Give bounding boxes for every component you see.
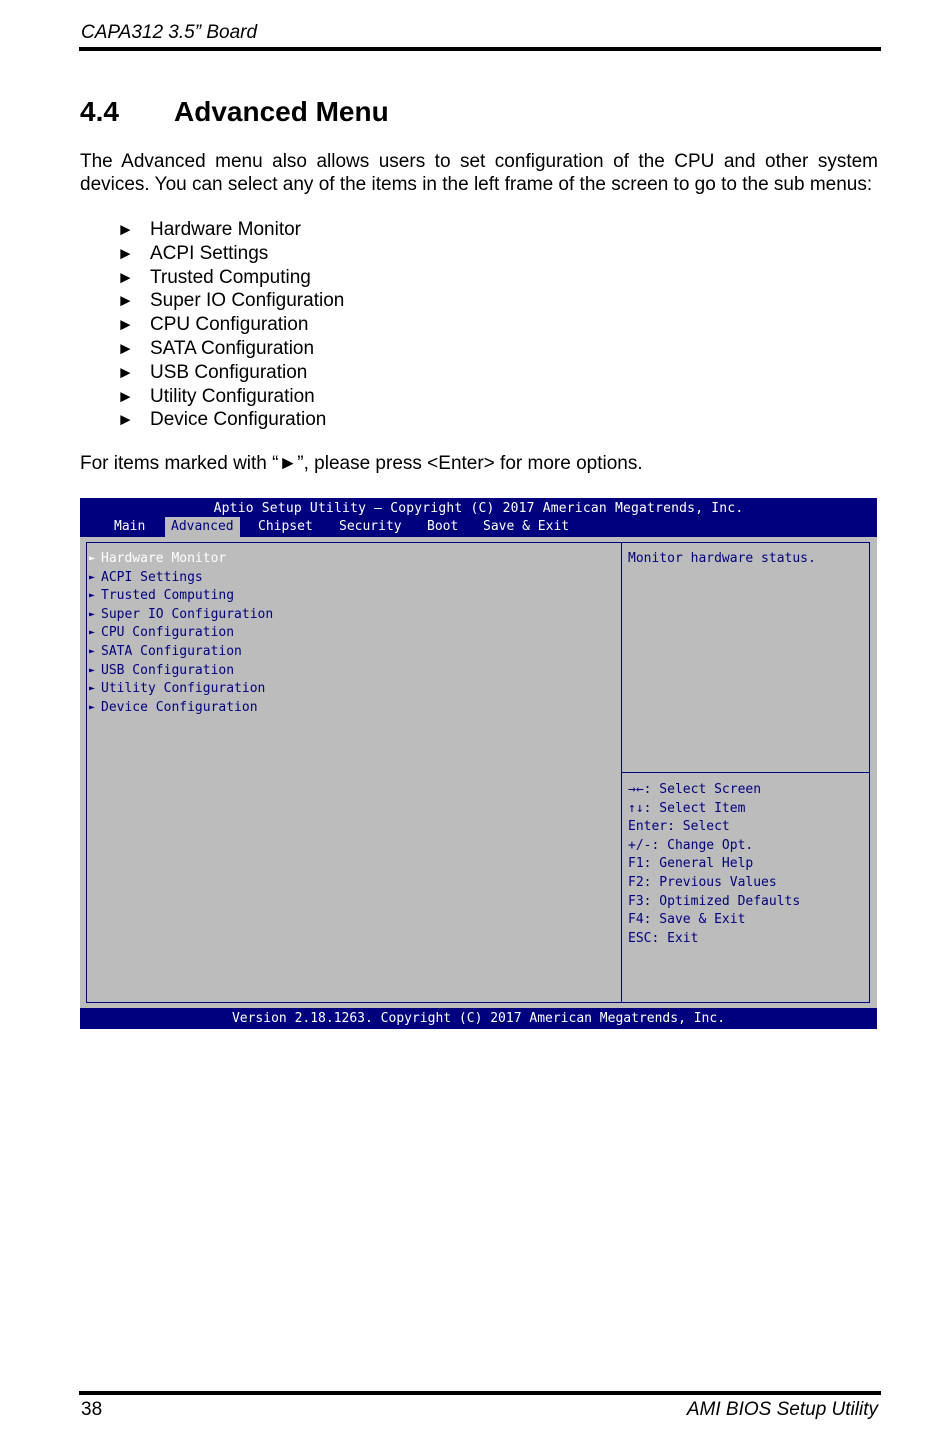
submenu-arrow-icon: ► <box>89 645 96 657</box>
bios-item-label: Device Configuration <box>101 699 258 715</box>
list-item-label: SATA Configuration <box>150 337 315 359</box>
list-item-label: Utility Configuration <box>150 385 315 407</box>
enter-note: For items marked with “►”, please press <Enter> for more options. <box>80 453 643 474</box>
footer-rule <box>79 1391 881 1395</box>
key-hint: F1: General Help <box>628 856 754 872</box>
submenu-arrow-icon: ► <box>89 683 96 695</box>
tab-main[interactable]: Main <box>114 519 146 534</box>
bullet-arrow-icon: ► <box>117 243 134 263</box>
bios-title: Aptio Setup Utility – Copyright (C) 2017 American Megatrends, Inc. <box>213 501 744 516</box>
bios-item-hardware-monitor[interactable] <box>89 550 273 569</box>
bios-tab-bar <box>80 517 877 537</box>
bullet-arrow-icon: ► <box>117 362 134 382</box>
list-item-label: Super IO Configuration <box>150 290 345 312</box>
submenu-arrow-icon: ► <box>89 571 96 583</box>
bios-item-label: Trusted Computing <box>101 588 235 604</box>
key-hint: F2: Previous Values <box>628 874 777 890</box>
key-hint: Enter: Select <box>628 819 730 835</box>
list-item <box>117 361 344 385</box>
bios-item-device-configuration[interactable] <box>89 699 273 718</box>
key-hint: F3: Optimized Defaults <box>628 893 801 909</box>
key-hint: ESC: Exit <box>628 930 699 946</box>
submenu-arrow-icon: ► <box>89 590 96 602</box>
key-hint: +/-: Change Opt. <box>628 837 754 853</box>
list-item <box>117 408 344 432</box>
key-hint: ↑↓: Select Item <box>628 800 746 816</box>
tab-save-exit[interactable]: Save & Exit <box>483 519 570 534</box>
list-item-label: USB Configuration <box>150 361 308 383</box>
bios-item-label: SATA Configuration <box>101 643 242 659</box>
bios-item-acpi-settings[interactable] <box>89 569 273 588</box>
bullet-arrow-icon: ► <box>117 315 134 335</box>
bullet-arrow-icon: ► <box>117 338 134 358</box>
submenu-arrow-icon: ► <box>89 701 96 713</box>
key-hint: F4: Save & Exit <box>628 912 746 928</box>
bios-title-bar <box>80 498 877 537</box>
bullet-arrow-icon: ► <box>117 410 134 430</box>
bios-item-utility-configuration[interactable] <box>89 680 273 699</box>
intro-paragraph: The Advanced menu also allows users to set configuration of the CPU and other system devices. You can select any of the items in the left frame of the screen to go to the sub menus: <box>80 151 878 195</box>
list-item <box>117 242 344 266</box>
key-hint: →←: Select Screen <box>628 782 762 797</box>
bios-item-usb-configuration[interactable] <box>89 662 273 681</box>
list-item <box>117 218 344 242</box>
page-number: 38 <box>81 1399 103 1420</box>
submenu-arrow-icon: ► <box>89 627 96 639</box>
bios-item-label: Super IO Configuration <box>101 606 274 622</box>
section-number: 4.4 <box>80 96 119 127</box>
list-item <box>117 289 344 313</box>
list-item <box>117 337 344 361</box>
submenu-arrow-icon: ► <box>89 608 96 620</box>
bullet-arrow-icon: ► <box>117 220 134 239</box>
tab-advanced[interactable]: Advanced <box>165 517 240 537</box>
submenu-arrow-icon: ► <box>89 664 96 676</box>
list-item-label: Device Configuration <box>150 409 327 431</box>
submenu-arrow-icon: ► <box>89 553 96 564</box>
submenu-bullet-list <box>117 218 344 432</box>
list-item <box>117 266 344 290</box>
tab-security[interactable]: Security <box>339 519 402 534</box>
bios-item-label: ACPI Settings <box>101 569 203 585</box>
bios-item-label: Hardware Monitor <box>101 551 227 566</box>
bios-item-trusted-computing[interactable] <box>89 587 273 606</box>
list-item-label: Trusted Computing <box>150 266 311 288</box>
header-rule <box>79 47 881 51</box>
bullet-arrow-icon: ► <box>117 291 134 311</box>
list-item <box>117 313 344 337</box>
bios-item-label: CPU Configuration <box>101 625 235 641</box>
bios-item-super-io-configuration[interactable] <box>89 606 273 625</box>
bios-key-legend <box>628 781 800 948</box>
bios-menu-list <box>89 550 273 717</box>
bios-item-label: USB Configuration <box>101 662 235 678</box>
running-footer: AMI BIOS Setup Utility <box>686 1399 878 1420</box>
bios-item-label: Utility Configuration <box>101 681 266 697</box>
section-title: Advanced Menu <box>174 96 389 127</box>
tab-chipset[interactable]: Chipset <box>258 519 313 534</box>
list-item <box>117 385 344 409</box>
tab-boot[interactable]: Boot <box>427 519 459 534</box>
bios-version-bar: Version 2.18.1263. Copyright (C) 2017 American Megatrends, Inc. <box>80 1008 877 1029</box>
list-item-label: Hardware Monitor <box>150 219 301 240</box>
bullet-arrow-icon: ► <box>117 386 134 406</box>
bios-screenshot <box>80 498 877 1029</box>
list-item-label: CPU Configuration <box>150 314 309 336</box>
bios-help-text: Monitor hardware status. <box>628 551 816 566</box>
bios-item-sata-configuration[interactable] <box>89 643 273 662</box>
section-heading <box>80 96 389 128</box>
bullet-arrow-icon: ► <box>117 267 134 287</box>
bios-item-cpu-configuration[interactable] <box>89 624 273 643</box>
running-header: CAPA312 3.5” Board <box>81 22 258 43</box>
bios-divider-horizontal <box>622 772 870 773</box>
list-item-label: ACPI Settings <box>150 242 269 264</box>
